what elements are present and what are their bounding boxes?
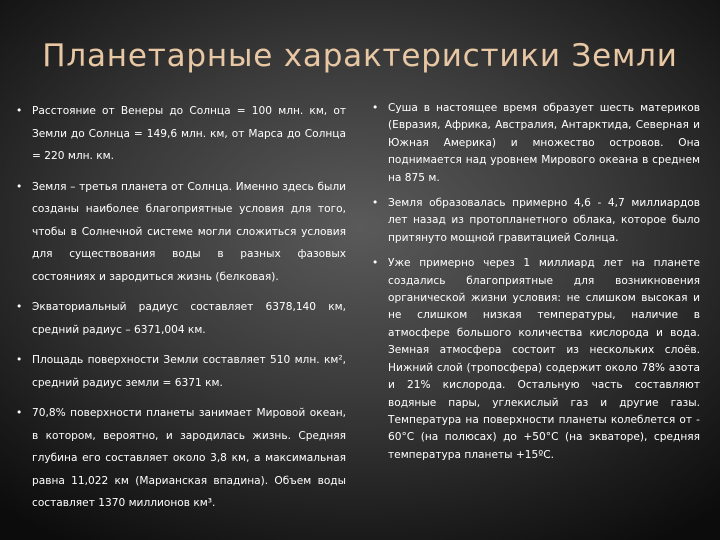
bullet-icon: • xyxy=(16,301,23,313)
bullet-icon: • xyxy=(372,102,379,114)
right-bullet-list xyxy=(372,100,700,472)
list-item-text: Суша в настоящее время образует шесть материков (Евразия, Африка, Австралия, Антарктида, Северная и Южная Америка) и множество островов. Она поднимается над уровнем Мирового океана в среднем на 875 м. xyxy=(388,102,700,184)
list-item-text: Уже примерно через 1 миллиард лет на планете создались благоприятные для возникновения органической жизни условия: не слишком высокая и не слишком низкая температуры, наличие в атмосфере большого количества кислорода и вода. Земная атмосфера состоит из нескольких слоёв. Нижний слой (тропосфера) содержит около 78% азота и 21% кислорода. Остальную часть составляют водяные пары, углекислый газ и другие газы. Температура на поверхности планеты колеблется от - 60°С (на полюсах) до +50°С (на экваторе), средняя температура планеты +15ºС. xyxy=(388,257,700,461)
list-item xyxy=(16,349,346,394)
list-item xyxy=(16,176,346,289)
bullet-icon: • xyxy=(16,105,23,117)
list-item xyxy=(16,100,346,168)
list-item xyxy=(372,195,700,247)
bullet-icon: • xyxy=(16,407,23,419)
bullet-icon: • xyxy=(372,257,379,270)
list-item xyxy=(16,402,346,515)
bullet-icon: • xyxy=(372,197,379,210)
list-item-text: Земля образовалась примерно 4,6 - 4,7 миллиардов лет назад из протопланетного облака, которое было притянуто мощной гравитацией Солнца. xyxy=(388,197,700,244)
list-item xyxy=(372,100,700,187)
slide-title: Планетарные характеристики Земли xyxy=(42,38,678,74)
list-item-text: 70,8% поверхности планеты занимает Мировой океан, в котором, вероятно, и зародилась жизнь. Средняя глубина его составляет около 3,8 км, а максимальная равна 11,022 км (Марианская впадина). Объем воды составляет 1370 миллионов км³. xyxy=(32,407,346,509)
bullet-icon: • xyxy=(16,354,23,366)
bullet-icon: • xyxy=(16,180,23,193)
list-item-text: Экваториальный радиус составляет 6378,140 км, средний радиус – 6371,004 км. xyxy=(32,301,346,336)
list-item xyxy=(16,296,346,341)
list-item-text: Расстояние от Венеры до Солнца = 100 млн. км, от Земли до Солнца = 149,6 млн. км, от Марса до Солнца = 220 млн. км. xyxy=(32,105,346,162)
list-item-text: Земля – третья планета от Солнца. Именно здесь были созданы наиболее благоприятные условия для того, чтобы в Солнечной системе могли сложиться условия для существования воды в разных фазовых состояниях и зародиться жизнь (белковая). xyxy=(32,180,346,283)
list-item-text: Площадь поверхности Земли составляет 510 млн. км², средний радиус земли = 6371 км. xyxy=(32,354,346,389)
list-item xyxy=(372,255,700,464)
left-bullet-list xyxy=(16,100,346,523)
